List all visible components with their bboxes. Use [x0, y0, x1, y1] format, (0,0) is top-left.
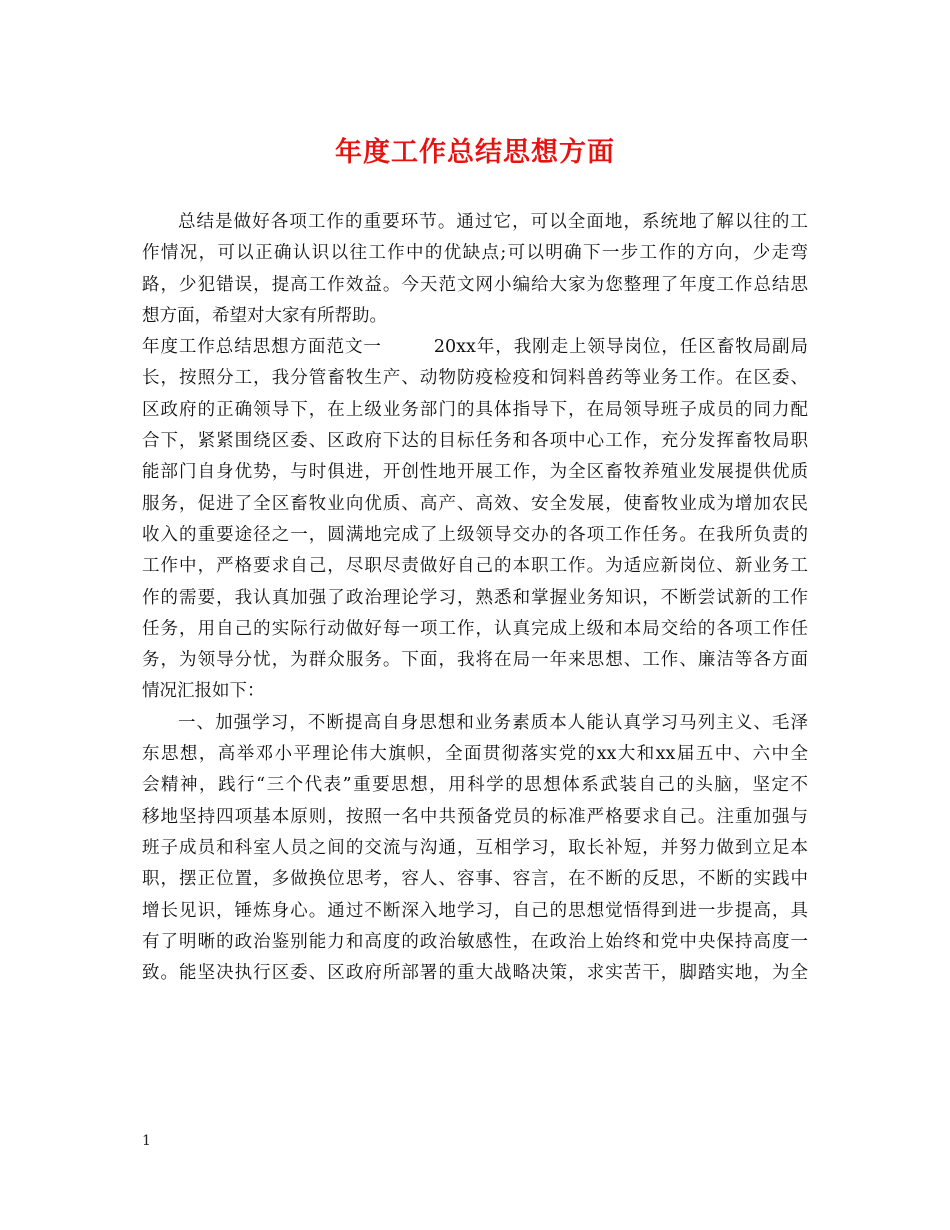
paragraph-2-line-4: 合下，紧紧围绕区委、区政府下达的目标任务和各项中心工作，充分发挥畜牧局职 — [142, 431, 808, 452]
paragraph-3-line-3: 会精神，践行“三个代表”重要思想，用科学的思想体系武装自己的头脑，坚定不 — [142, 775, 808, 796]
page-number: 1 — [142, 1133, 151, 1149]
paragraph-1-line-3: 路，少犯错误，提高工作效益。今天范文网小编给大家为您整理了年度工作总结思 — [142, 274, 808, 295]
paragraph-2-line-3: 区政府的正确领导下，在上级业务部门的具体指导下，在局领导班子成员的同力配 — [142, 399, 808, 420]
paragraph-3-line-9: 致。能坚决执行区委、区政府所部署的重大战略决策，求实苦干，脚踏实地，为全 — [142, 963, 808, 984]
paragraph-2-line-1-text: 20xx年，我刚走上领导岗位，任区畜牧局副局 — [433, 337, 809, 358]
paragraph-1-line-4: 想方面，希望对大家有所帮助。 — [142, 305, 387, 326]
paragraph-2-line-10: 任务，用自己的实际行动做好每一项工作，认真完成上级和本局交给的各项工作任 — [142, 618, 808, 639]
paragraph-2-line-11: 务，为领导分忧，为群众服务。下面，我将在局一年来思想、工作、廉洁等各方面 — [142, 650, 808, 671]
paragraph-3-line-1: 一、加强学习，不断提高自身思想和业务素质本人能认真学习马列主义、毛泽 — [178, 712, 808, 733]
paragraph-3-line-7: 增长见识，锤炼身心。通过不断深入地学习，自己的思想觉悟得到进一步提高，具 — [142, 900, 808, 921]
paragraph-3-line-5: 班子成员和科室人员之间的交流与沟通，互相学习，取长补短，并努力做到立足本 — [142, 837, 808, 858]
paragraph-3-line-4: 移地坚持四项基本原则，按照一名中共预备党员的标准严格要求自己。注重加强与 — [142, 806, 808, 827]
paragraph-1-line-1: 总结是做好各项工作的重要环节。通过它，可以全面地，系统地了解以往的工 — [178, 212, 808, 232]
document-title: 年度工作总结思想方面 — [335, 137, 615, 168]
paragraph-3-line-6: 职，摆正位置，多做换位思考，容人、容事、容言，在不断的反思，不断的实践中 — [142, 869, 808, 890]
paragraph-2-line-6: 服务，促进了全区畜牧业向优质、高产、高效、安全发展，使畜牧业成为增加农民 — [142, 493, 808, 514]
paragraph-3-line-8: 有了明晰的政治鉴别能力和高度的政治敏感性，在政治上始终和党中央保持高度一 — [142, 931, 808, 952]
document-body — [142, 207, 808, 989]
paragraph-2-line-5: 能部门自身优势，与时俱进，开创性地开展工作，为全区畜牧养殖业发展提供优质 — [142, 462, 808, 483]
paragraph-2-line-12: 情况汇报如下： — [142, 681, 265, 702]
paragraph-3-line-2: 东思想，高举邓小平理论伟大旗帜，全面贯彻落实党的xx大和xx届五中、六中全 — [142, 744, 808, 765]
section-heading: 年度工作总结思想方面范文一 — [142, 337, 382, 358]
paragraph-2-line-2: 长，按照分工，我分管畜牧生产、动物防疫检疫和饲料兽药等业务工作。在区委、 — [142, 368, 808, 389]
paragraph-2-line-7: 收入的重要途径之一，圆满地完成了上级领导交办的各项工作任务。在我所负责的 — [142, 524, 808, 545]
paragraph-2-line-9: 作的需要，我认真加强了政治理论学习，熟悉和掌握业务知识，不断尝试新的工作 — [142, 587, 808, 608]
paragraph-2-line-1 — [142, 332, 808, 363]
paragraph-1-line-2: 作情况，可以正确认识以往工作中的优缺点;可以明确下一步工作的方向，少走弯 — [142, 243, 808, 264]
paragraph-2-line-8: 工作中，严格要求自己，尽职尽责做好自己的本职工作。为适应新岗位、新业务工 — [142, 556, 808, 577]
